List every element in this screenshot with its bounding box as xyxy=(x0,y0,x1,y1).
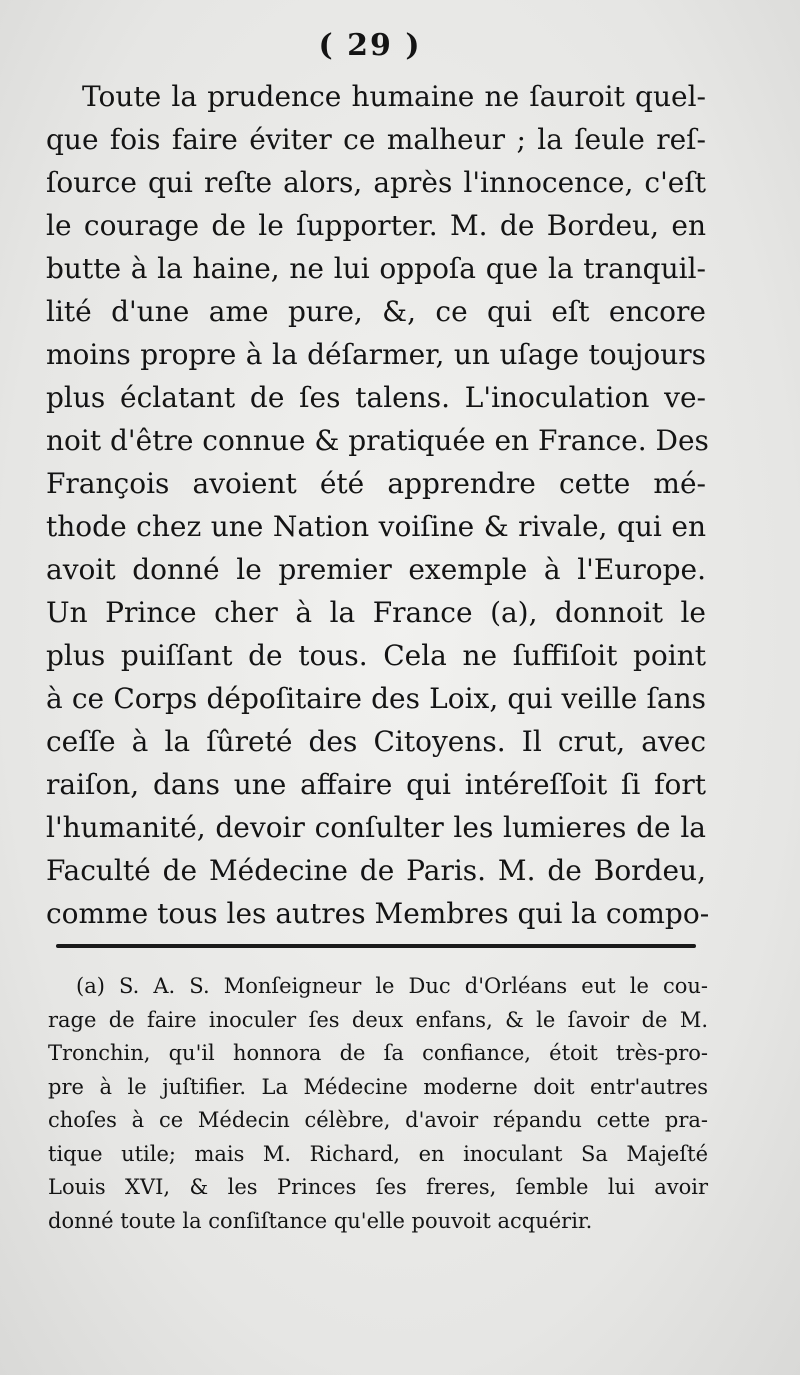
footnote-line: pre à le juſtifier. La Médecine moderne doit entr'autres xyxy=(48,1074,708,1099)
footnote-line: donné toute la conſiſtance qu'elle pouvoit acquérir. xyxy=(48,1208,593,1233)
text-line: lité d'une ame pure, &, ce qui eſt encore xyxy=(46,295,706,328)
footnote-line: choſes à ce Médecin célèbre, d'avoir répandu cette pra- xyxy=(48,1108,708,1132)
text-line: avoit donné le premier exemple à l'Europe. xyxy=(46,553,706,586)
text-line: à ce Corps dépoſitaire des Loix, qui veille ſans xyxy=(46,682,706,715)
page-number: ( 29 ) xyxy=(318,28,422,63)
footnote-line: Louis XVI, & les Princes ſes freres, ſemble lui avoir xyxy=(48,1175,708,1199)
footnote-line: Tronchin, qu'il honnora de ſa confiance, étoit très-pro- xyxy=(48,1041,708,1065)
text-line: plus éclatant de ſes talens. L'inoculation ve- xyxy=(46,381,706,414)
footnote-rule xyxy=(56,944,696,948)
footnote-line: (a) S. A. S. Monſeigneur le Duc d'Orléans eut le cou- xyxy=(76,974,708,998)
footnote-line: tique utile; mais M. Richard, en inoculant Sa Majeſté xyxy=(48,1141,708,1166)
text-line: François avoient été apprendre cette mé- xyxy=(46,467,706,500)
footnote-line: rage de faire inoculer ſes deux enfans, & le ſavoir de M. xyxy=(48,1007,708,1032)
main-text xyxy=(46,75,710,935)
text-line: comme tous les autres Membres qui la compo- xyxy=(46,897,710,930)
text-line: moins propre à la déſarmer, un uſage toujours xyxy=(46,338,706,371)
text-line: raiſon, dans une affaire qui intéreſſoit ſi fort xyxy=(46,768,706,801)
text-line: thode chez une Nation voiſine & rivale, qui en xyxy=(46,510,706,543)
text-line: que fois faire éviter ce malheur ; la ſeule reſ- xyxy=(46,123,706,156)
text-line: Faculté de Médecine de Paris. M. de Bordeu, xyxy=(46,854,706,887)
text-line: Toute la prudence humaine ne ſauroit quel- xyxy=(82,80,706,113)
text-line: Un Prince cher à la France (a), donnoit le xyxy=(46,596,706,629)
text-line: ſource qui reſte alors, après l'innocence, c'eſt xyxy=(46,166,706,199)
text-line: butte à la haine, ne lui oppoſa que la tranquil- xyxy=(46,252,706,285)
text-line: plus puiſſant de tous. Cela ne ſuffiſoit point xyxy=(46,639,706,672)
text-line: noit d'être connue & pratiquée en France. Des xyxy=(46,424,709,457)
text-line: ceſſe à la ſûreté des Citoyens. Il crut, avec xyxy=(46,725,706,758)
footnote xyxy=(48,970,708,1238)
text-line: le courage de le ſupporter. M. de Bordeu, en xyxy=(46,209,706,242)
text-line: l'humanité, devoir conſulter les lumieres de la xyxy=(46,811,706,844)
